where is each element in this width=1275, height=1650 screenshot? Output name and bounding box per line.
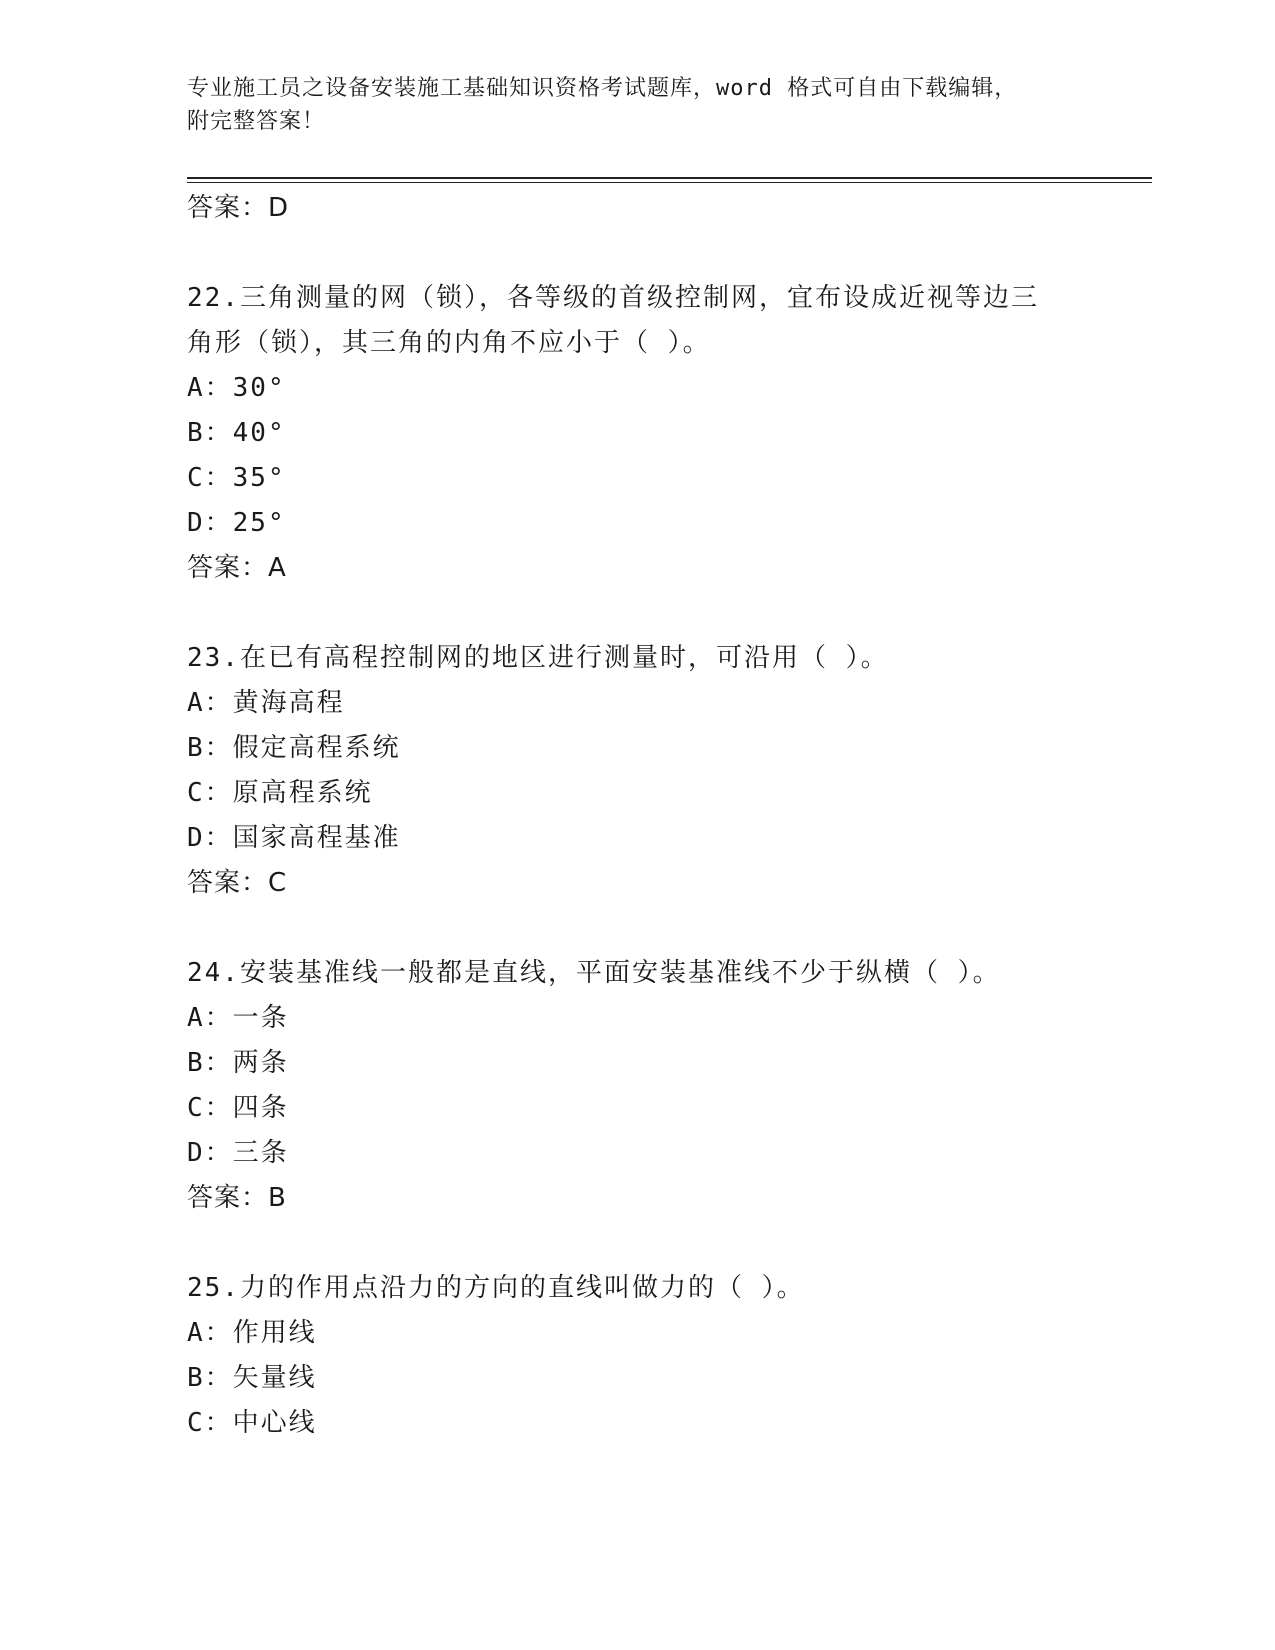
document-header — [187, 72, 1087, 138]
question-22-option-a: A：30° — [187, 373, 286, 403]
question-22-option-c: C：35° — [187, 463, 286, 493]
header-divider-thin — [187, 182, 1152, 183]
question-24-option-d: D：三条 — [187, 1138, 289, 1168]
question-23-option-d: D：国家高程基准 — [187, 823, 401, 853]
question-24-option-a: A：一条 — [187, 1003, 289, 1033]
question-23-option-c: C：原高程系统 — [187, 778, 373, 808]
question-23-answer: 答案：C — [187, 868, 288, 898]
question-25-stem: 25.力的作用点沿力的方向的直线叫做力的（ ）。 — [187, 1273, 805, 1303]
question-25-option-b: B：矢量线 — [187, 1363, 317, 1393]
question-23-stem: 23.在已有高程控制网的地区进行测量时，可沿用（ ）。 — [187, 643, 889, 673]
header-divider-thick — [187, 177, 1152, 179]
question-22-stem-line-2: 角形（锁），其三角的内角不应小于（ ）。 — [187, 328, 711, 358]
header-line-2: 附完整答案！ — [187, 109, 326, 134]
header-line-1: 专业施工员之设备安装施工基础知识资格考试题库，word 格式可自由下载编辑， — [187, 76, 1018, 101]
question-25-option-a: A：作用线 — [187, 1318, 317, 1348]
previous-answer: 答案：D — [187, 193, 290, 223]
question-24-option-c: C：四条 — [187, 1093, 289, 1123]
question-24-answer: 答案：B — [187, 1183, 287, 1213]
question-23-option-b: B：假定高程系统 — [187, 733, 401, 763]
question-25-option-c: C：中心线 — [187, 1408, 317, 1438]
question-22-option-b: B：40° — [187, 418, 286, 448]
question-22-option-d: D：25° — [187, 508, 286, 538]
question-24-option-b: B：两条 — [187, 1048, 289, 1078]
question-22-stem-line-1: 22.三角测量的网（锁），各等级的首级控制网，宜布设成近视等边三 — [187, 283, 1039, 313]
question-23-option-a: A：黄海高程 — [187, 688, 345, 718]
question-24-stem: 24.安装基准线一般都是直线，平面安装基准线不少于纵横（ ）。 — [187, 958, 1001, 988]
question-22-answer: 答案：A — [187, 553, 287, 583]
